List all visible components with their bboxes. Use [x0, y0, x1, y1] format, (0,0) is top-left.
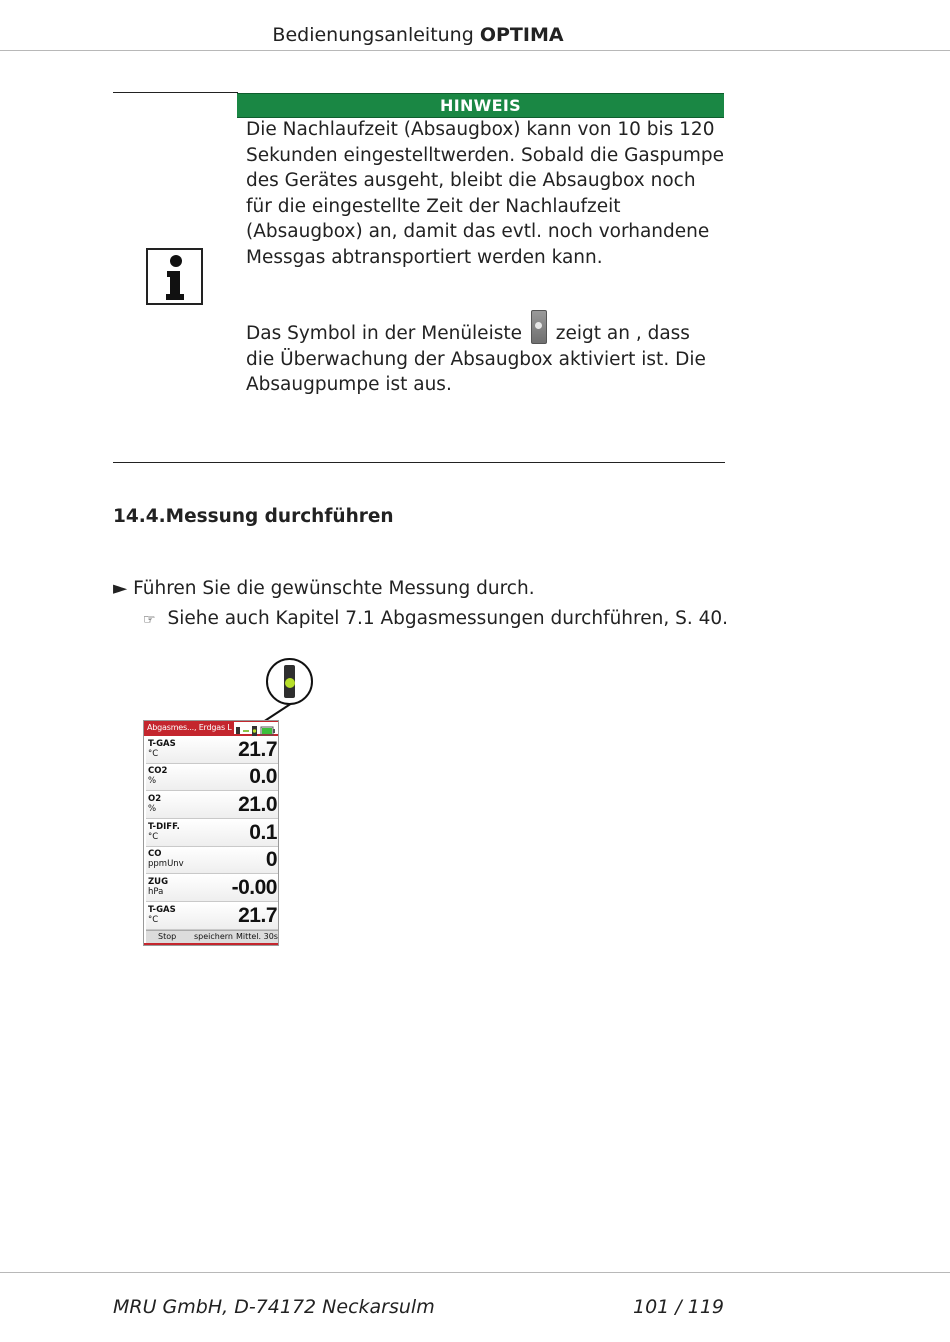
measurement-value: -0.00 [231, 876, 277, 899]
measurement-value: 21.0 [238, 793, 277, 816]
device-status-bar [234, 722, 278, 734]
device-title: Abgasmes..., Erdgas L [147, 723, 232, 732]
device-titlebar [144, 721, 278, 736]
step-line [113, 576, 535, 602]
status-led-icon [285, 678, 295, 688]
hint-paragraph-2 [246, 310, 724, 398]
device-screen [143, 720, 279, 946]
measurement-row [146, 903, 278, 930]
measurement-label: T-DIFF. [148, 822, 180, 832]
hint-bottom-rule [113, 462, 725, 463]
hint-paragraph-2-end: zeigt an , dass die Überwachung der Absaugbox aktiviert ist. Die Absaugpumpe ist aus. [246, 323, 706, 395]
measurement-unit: °C [148, 749, 159, 759]
measurement-unit: % [148, 804, 157, 814]
measurement-label: CO2 [148, 766, 168, 776]
pointing-hand-icon: ☞ [143, 612, 156, 628]
hint-paragraph-1: Die Nachlaufzeit (Absaugbox) kann von 10 bis 120 Sekunden eingestelltwerden. Sobald die Gaspumpe des Gerätes ausgeht, bleibt die Absaugbox noch für die eingestellte Zeit der Nachlaufzeit (Absaugbox) an, damit das evtl. noch vorhandene Messgas abtransportiert werden kann. [246, 119, 725, 268]
header-rule [0, 50, 950, 51]
softkey-average[interactable]: Mittel. 30s [236, 932, 278, 941]
measurement-label: CO [148, 849, 162, 859]
measurement-label: O2 [148, 794, 162, 804]
measurement-unit: °C [148, 915, 159, 925]
measurement-unit: % [148, 776, 157, 786]
measurement-row [146, 820, 278, 847]
measurement-unit: ppmUnv [148, 859, 184, 869]
footer-page-number: 101 / 119 [632, 1296, 724, 1318]
reference-text: Siehe auch Kapitel 7.1 Abgasmessungen durchführen, S. 40. [167, 608, 729, 629]
callout-magnifier [266, 658, 313, 705]
step-text: Führen Sie die gewünschte Messung durch. [133, 578, 535, 599]
measurement-value: 0 [265, 848, 277, 871]
measurement-label: T-GAS [148, 905, 176, 915]
measurement-row [146, 875, 278, 902]
reference-line [143, 606, 728, 634]
measurement-label: ZUG [148, 877, 169, 887]
measurement-row [146, 792, 278, 819]
extraction-box-status-icon [284, 665, 295, 698]
footer-company: MRU GmbH, D-74172 Neckarsulm [113, 1296, 435, 1318]
device-bottom-bar [144, 943, 278, 945]
header-title-product: OPTIMA [479, 24, 564, 46]
hint-top-rule [113, 92, 238, 93]
hint-banner: HINWEIS [237, 93, 724, 118]
measurement-row [146, 737, 278, 764]
step-arrow-icon: ► [113, 578, 128, 599]
measurement-row [146, 764, 278, 791]
header-title-prefix: Bedienungsanleitung [272, 24, 474, 46]
measurement-label: T-GAS [148, 739, 176, 749]
measurement-value: 0.1 [249, 821, 277, 844]
measurement-value: 0.0 [249, 765, 277, 788]
measurement-value: 21.7 [238, 738, 277, 761]
hint-paragraph-2-start: Das Symbol in der Menüleiste [246, 323, 522, 344]
softkey-save[interactable]: speichern [194, 932, 233, 941]
measurement-unit: °C [148, 832, 159, 842]
info-icon [146, 248, 203, 305]
page-header-title [0, 24, 836, 46]
extraction-box-icon [531, 310, 547, 344]
measurement-unit: hPa [148, 887, 164, 897]
measurement-value: 21.7 [238, 904, 277, 927]
section-heading: 14.4.Messung durchführen [113, 506, 394, 527]
footer-rule [0, 1272, 950, 1273]
measurement-row [146, 847, 278, 874]
softkey-stop[interactable]: Stop [158, 932, 177, 941]
